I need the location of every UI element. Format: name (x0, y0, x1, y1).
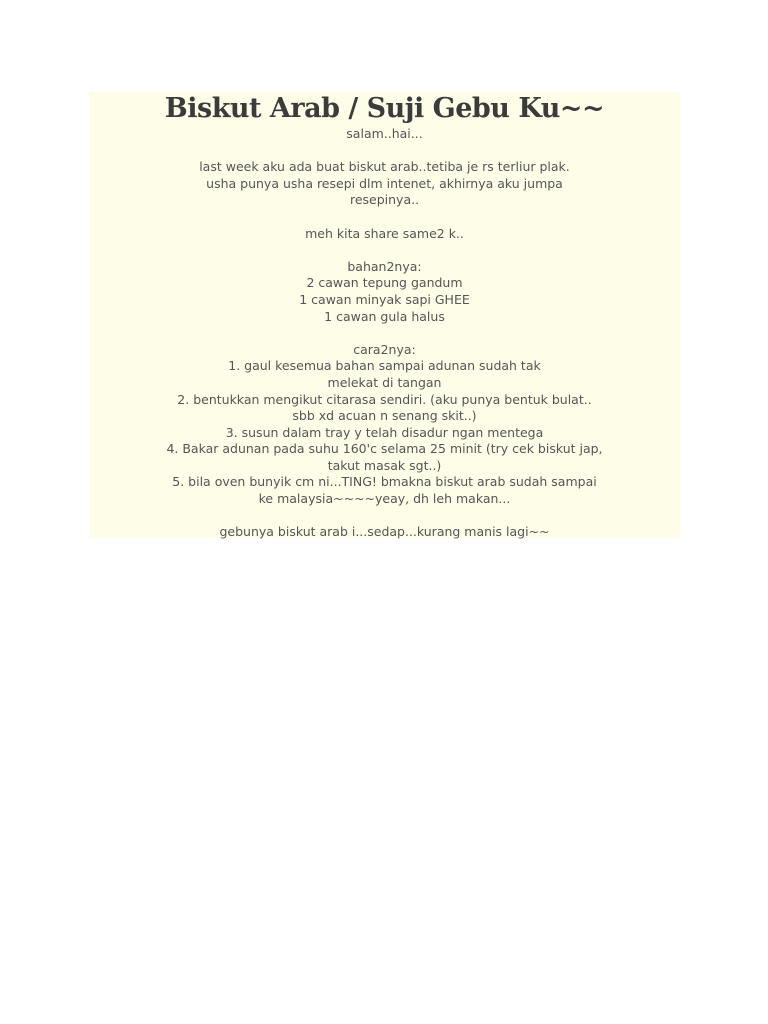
method-heading: cara2nya: (353, 341, 416, 357)
recipe-post (89, 92, 680, 538)
method-step: sbb xd acuan n senang skit..) (292, 408, 477, 424)
intro-line: last week aku ada buat biskut arab..tetiba je rs terliur plak. (199, 159, 570, 175)
paragraph-gap (89, 242, 680, 259)
ingredient-item: 1 cawan gula halus (324, 308, 445, 324)
ingredient-item: 2 cawan tepung gandum (306, 275, 463, 291)
method-step: takut masak sgt..) (327, 457, 442, 473)
post-title: Biskut Arab / Suji Gebu Ku~~ (164, 93, 605, 124)
share-text: meh kita share same2 k.. (305, 225, 464, 241)
intro-line: usha punya usha resepi dlm intenet, akhirnya aku jumpa (206, 175, 563, 191)
post-body (89, 126, 680, 541)
closing-text: gebunya biskut arab i...sedap...kurang manis lagi~~ (219, 524, 550, 540)
method-step: 5. bila oven bunyik cm ni...TING! bmakna biskut arab sudah sampai (172, 474, 597, 490)
paragraph-gap (89, 143, 680, 160)
paragraph-gap (89, 209, 680, 226)
paragraph-gap (89, 508, 680, 525)
ingredients-heading: bahan2nya: (347, 258, 422, 274)
method-step: 3. susun dalam tray y telah disadur ngan mentega (225, 424, 544, 440)
method-step: 4. Bakar adunan pada suhu 160'c selama 25 minit (try cek biskut jap, (166, 441, 603, 457)
intro-line: resepinya.. (349, 192, 420, 208)
paragraph-gap (89, 325, 680, 342)
method-step: melekat di tangan (327, 374, 442, 390)
method-step: ke malaysia~~~~yeay, dh leh makan... (258, 491, 511, 507)
ingredient-item: 1 cawan minyak sapi GHEE (299, 291, 470, 307)
method-step: 2. bentukkan mengikut citarasa sendiri. (aku punya bentuk bulat.. (177, 391, 592, 407)
method-step: 1. gaul kesemua bahan sampai adunan sudah tak (228, 358, 541, 374)
greeting-text: salam..hai... (346, 126, 423, 141)
